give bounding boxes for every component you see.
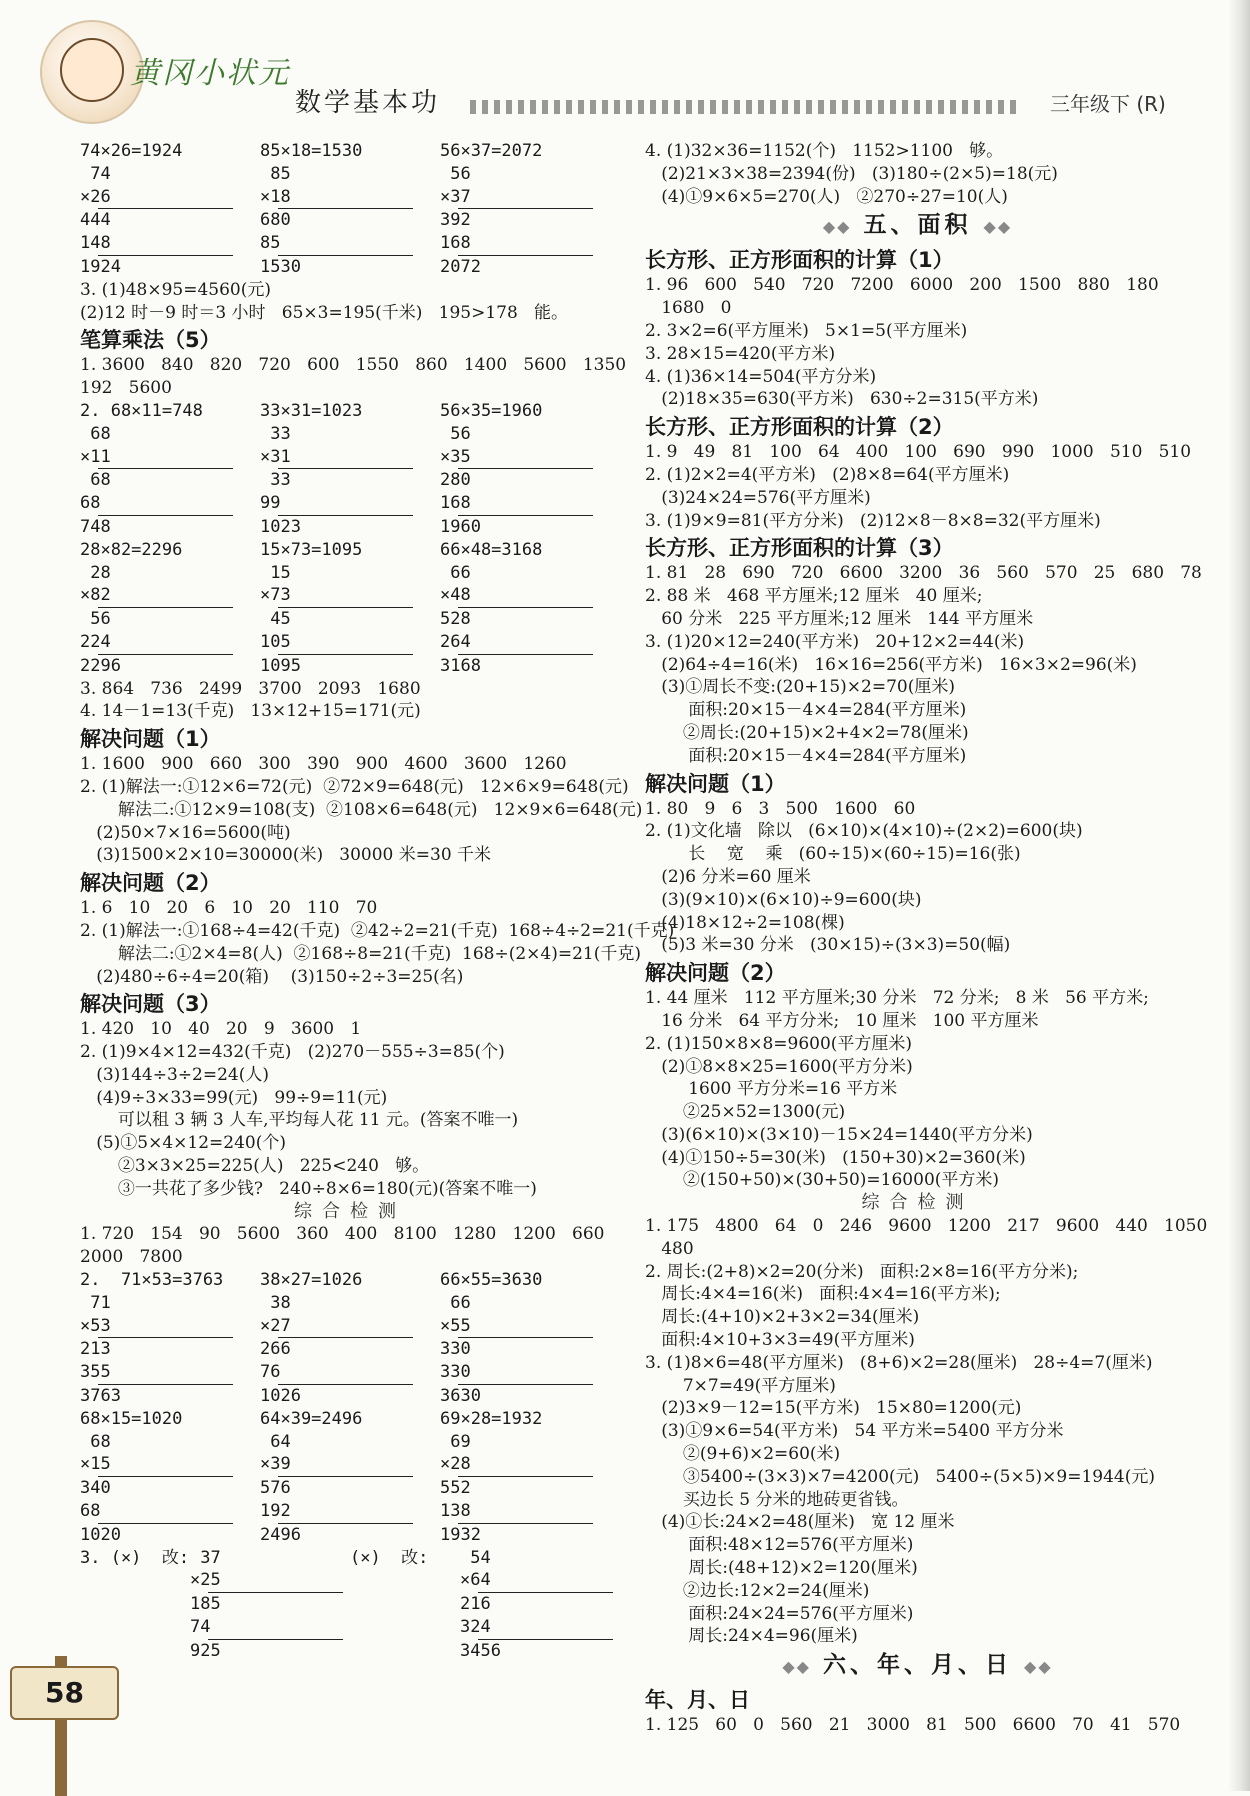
- answer-line: 4. 14－1=13(千克) 13×12+15=171(元): [80, 701, 421, 722]
- diamond-icon: ◆◆: [822, 217, 852, 237]
- row: 85: [260, 233, 291, 254]
- answer-line: (4)18×12÷2=108(棵): [645, 912, 845, 933]
- vertical-mult: [460, 1547, 620, 1663]
- row: 444: [80, 210, 111, 231]
- answer-line: 2. 3×2=6(平方厘米) 5×1=5(平方厘米): [645, 320, 968, 341]
- answer-line: 1. 96 600 540 720 7200 6000 200 1500 880 180: [645, 275, 1159, 296]
- row: 266: [260, 1339, 291, 1360]
- vertical-mult-group: [80, 562, 620, 678]
- answer-line: 周长:4×4=16(米) 面积:4×4=16(平方米);: [645, 1284, 1001, 1305]
- row: 1095: [260, 655, 301, 676]
- answer-line: (2)①8×8×25=1600(平方分米): [645, 1056, 913, 1077]
- answer-line: 2. (1)2×2=4(平方米) (2)8×8=64(平方厘米): [645, 464, 1010, 485]
- correction-label: [80, 1547, 190, 1663]
- row: 224: [80, 631, 121, 652]
- section-heading: 年、月、日: [645, 1688, 750, 1713]
- equation: 85×18=1530: [260, 141, 363, 161]
- row: 168: [440, 233, 481, 254]
- answer-line: (2)12 时－9 时＝3 小时 65×3=195(千米) 195>178 能。: [80, 302, 568, 323]
- section-heading: 笔算乘法（5）: [80, 328, 221, 353]
- row: 69: [440, 1431, 471, 1452]
- section-heading: 长方形、正方形面积的计算（3）: [645, 536, 954, 561]
- answer-line: (2)480÷6÷4=20(箱) (3)150÷2÷3=25(名): [80, 966, 464, 987]
- equation: 56×37=2072: [440, 141, 543, 161]
- answer-line: 1. 720 154 90 5600 360 400 8100 1280 1200 660: [80, 1224, 605, 1245]
- row: ×73: [260, 585, 291, 606]
- row: ×64: [460, 1570, 491, 1591]
- right-column: [645, 140, 1208, 1737]
- row: 38: [260, 1292, 291, 1313]
- vertical-mult-heads: [80, 1408, 620, 1431]
- equation: 74×26=1924: [80, 141, 183, 161]
- row: ×37: [440, 186, 471, 207]
- answer-line: 解法二:①2×4=8(人) ②168÷8=21(千克) 168÷(2×4)=21(千克): [80, 943, 641, 964]
- row: 68: [80, 470, 111, 491]
- row: 28: [80, 562, 111, 583]
- answer-line: 1. 3600 840 820 720 600 1550 860 1400 5600 1350: [80, 355, 627, 376]
- answer-line: 面积:20×15－4×4=284(平方厘米): [645, 745, 967, 766]
- row: ×31: [260, 446, 291, 467]
- row: 33: [260, 470, 291, 491]
- answer-line: ②3×3×25=225(人) 225<240 够。: [80, 1156, 430, 1177]
- row: 66: [440, 1292, 471, 1313]
- book-title: 数学基本功: [295, 88, 441, 118]
- equation: 33×31=1023: [260, 400, 363, 421]
- equation: 68×15=1020: [80, 1408, 183, 1429]
- row: ×48: [440, 585, 471, 606]
- section-heading: 解决问题（2）: [80, 871, 221, 896]
- row: 216: [460, 1594, 491, 1615]
- row: 68: [80, 1501, 111, 1522]
- vertical-mult-group: [80, 423, 620, 539]
- answer-line: 1. 81 28 690 720 6600 3200 36 560 570 25 680 78: [645, 563, 1202, 584]
- answer-line: 3. (1)8×6=48(平方厘米) (8+6)×2=28(厘米) 28÷4=7(厘米): [645, 1352, 1153, 1373]
- row: 330: [440, 1362, 481, 1383]
- answer-line: (3)(6×10)×(3×10)－15×24=1440(平方分米): [645, 1124, 1033, 1145]
- answer-line: 1680 0: [645, 298, 732, 319]
- review-heading: 综合检测: [861, 1192, 974, 1214]
- equation: 64×39=2496: [260, 1408, 363, 1429]
- row: 1932: [440, 1524, 481, 1545]
- answer-line: 3. 864 736 2499 3700 2093 1680: [80, 678, 421, 699]
- answer-line: 周长:(4+10)×2+3×2=34(厘米): [645, 1307, 920, 1328]
- answer-line: 3. 28×15=420(平方米): [645, 343, 836, 364]
- answer-line: 1. 420 10 40 20 9 3600 1: [80, 1019, 362, 1040]
- vertical-mult: [440, 1431, 620, 1547]
- row: 68: [80, 493, 111, 514]
- chapter-heading: [645, 208, 1190, 244]
- row: 2496: [260, 1524, 301, 1545]
- equation: 2. 68×11=748: [80, 400, 203, 421]
- answer-line: 面积:24×24=576(平方厘米): [645, 1603, 914, 1624]
- row: 71: [80, 1292, 111, 1313]
- row: 324: [460, 1617, 501, 1638]
- answer-line: 2. 周长:(2+8)×2=20(分米) 面积:2×8=16(平方分米);: [645, 1261, 1079, 1282]
- answer-line: 3. (1)48×95=4560(元): [80, 279, 271, 300]
- answer-line: 1. 1600 900 660 300 390 900 4600 3600 1260: [80, 754, 567, 775]
- row: 528: [440, 609, 471, 630]
- vertical-mult: [260, 163, 440, 279]
- answer-line: 2. (1)解法一:①168÷4=42(千克) ②42÷2=21(千克) 168÷4÷2=21(千克): [80, 920, 675, 941]
- row: 68: [80, 1431, 111, 1452]
- vertical-mult: [260, 1292, 440, 1408]
- vertical-mult: [80, 1292, 260, 1408]
- equation: 38×27=1026: [260, 1270, 363, 1291]
- row: 1026: [260, 1386, 301, 1407]
- row: 340: [80, 1478, 111, 1499]
- vertical-mult: [80, 163, 260, 279]
- answer-line: (4)①150÷5=30(米) (150+30)×2=360(米): [645, 1147, 1026, 1168]
- answer-line: (2)64÷4=16(米) 16×16=256(平方米) 16×3×2=96(米): [645, 654, 1137, 675]
- row: 748: [80, 516, 111, 537]
- row: 1530: [260, 256, 301, 277]
- mascot-face-icon: [60, 38, 124, 102]
- row: 1023: [260, 516, 301, 537]
- section-heading: 长方形、正方形面积的计算（2）: [645, 415, 954, 440]
- answer-line: (3)①周长不变:(20+15)×2=70(厘米): [645, 677, 955, 698]
- answer-line: 1. 44 厘米 112 平方厘米;30 分米 72 分米; 8 米 56 平方米;: [645, 988, 1149, 1009]
- equation: 28×82=2296: [80, 539, 183, 560]
- row: ×18: [260, 186, 291, 207]
- page-number-sign: [10, 1656, 120, 1726]
- equation: 56×35=1960: [440, 400, 543, 421]
- equation: 66×55=3630: [440, 1270, 543, 1291]
- answer-line: (4)①9×6×5=270(人) ②270÷27=10(人): [645, 186, 1008, 207]
- row: 85: [260, 163, 291, 184]
- answer-line: 480: [645, 1238, 694, 1259]
- row: 264: [440, 631, 481, 652]
- answer-line: 面积:20×15－4×4=284(平方厘米): [645, 700, 967, 721]
- row: 3630: [440, 1386, 481, 1407]
- row: 99: [260, 493, 291, 514]
- answer-line: ③一共花了多少钱? 240÷8×6=180(元)(答案不唯一): [80, 1178, 537, 1199]
- vertical-mult: [260, 562, 440, 678]
- row: 56: [440, 163, 471, 184]
- row: ×26: [80, 186, 111, 207]
- answer-line: 192 5600: [80, 378, 172, 399]
- row: 330: [440, 1339, 471, 1360]
- decorative-border: [470, 100, 1020, 114]
- answer-line: (5)①5×4×12=240(个): [80, 1133, 287, 1154]
- answer-line: 买边长 5 分米的地砖更省钱。: [645, 1489, 909, 1510]
- row: ×55: [440, 1315, 471, 1336]
- row: ×28: [440, 1454, 471, 1475]
- row: 64: [260, 1431, 291, 1452]
- answer-line: 1. 6 10 20 6 10 20 110 70: [80, 898, 378, 919]
- row: 148: [80, 233, 121, 254]
- equation: 69×28=1932: [440, 1408, 543, 1429]
- answer-line: ②边长:12×2=24(厘米): [645, 1580, 870, 1601]
- row: 45: [260, 609, 291, 630]
- vertical-mult: [190, 1547, 350, 1663]
- row: 76: [260, 1362, 291, 1383]
- diamond-icon: ◆◆: [983, 217, 1013, 237]
- row: 925: [190, 1640, 221, 1661]
- row: 138: [440, 1501, 481, 1522]
- answer-line: (2)6 分米=60 厘米: [645, 866, 811, 887]
- answer-line: (3)(9×10)×(6×10)÷9=600(块): [645, 889, 922, 910]
- row: 576: [260, 1478, 291, 1499]
- section-heading: 解决问题（1）: [645, 771, 786, 796]
- answer-line: 周长:24×4=96(厘米): [645, 1626, 858, 1647]
- answer-line: 2. 88 米 468 平方厘米;12 厘米 40 厘米;: [645, 586, 983, 607]
- answer-line: (3)144÷3÷2=24(人): [80, 1064, 270, 1085]
- vertical-mult: [260, 1431, 440, 1547]
- answer-line: 3. (1)20×12=240(平方米) 20+12×2=44(米): [645, 631, 1025, 652]
- row: 2296: [80, 655, 121, 676]
- row: 74: [190, 1617, 221, 1638]
- answer-line: (2)21×3×38=2394(份) (3)180÷(2×5)=18(元): [645, 163, 1058, 184]
- vertical-mult: [440, 1292, 620, 1408]
- row: ×27: [260, 1315, 291, 1336]
- vertical-mult-group: [80, 163, 620, 279]
- answer-line: 60 分米 225 平方厘米;12 厘米 144 平方厘米: [645, 608, 1034, 629]
- row: ×39: [260, 1454, 291, 1475]
- answer-line: 1600 平方分米=16 平方米: [645, 1079, 898, 1100]
- vertical-mult: [80, 423, 260, 539]
- section-heading: 解决问题（1）: [80, 727, 221, 752]
- answer-line: 2. (1)文化墙 除以 (6×10)×(4×10)÷(2×2)=600(块): [645, 821, 1083, 842]
- answer-line: (3)①9×6=54(平方米) 54 平方米=5400 平方分米: [645, 1421, 1064, 1442]
- page-header: [0, 0, 1250, 140]
- label: 3. (×) 改:: [80, 1547, 190, 1568]
- vertical-mult: [440, 163, 620, 279]
- vertical-mult-heads: [80, 140, 620, 163]
- answer-line: 1. 125 60 0 560 21 3000 81 500 6600 70 41 570: [645, 1715, 1181, 1736]
- equation: 66×48=3168: [440, 539, 543, 560]
- answer-line: ②周长:(20+15)×2+4×2=78(厘米): [645, 722, 969, 743]
- section-heading: 解决问题（3）: [80, 992, 221, 1017]
- vertical-mult: [440, 423, 620, 539]
- row: 2072: [440, 256, 481, 277]
- equation: 15×73=1095: [260, 539, 363, 560]
- row: 280: [440, 470, 471, 491]
- diamond-icon: ◆◆: [1024, 1657, 1053, 1677]
- answer-line: (4)①长:24×2=48(厘米) 宽 12 厘米: [645, 1512, 955, 1533]
- row: 1960: [440, 516, 481, 537]
- correction-row: [80, 1547, 620, 1663]
- brand-logo-text: 黄冈小状元: [130, 56, 290, 91]
- vertical-mult-heads: [80, 400, 620, 423]
- vertical-mult: [440, 562, 620, 678]
- answer-line: 周长:(48+12)×2=120(厘米): [645, 1558, 918, 1579]
- answer-line: 3. (1)9×9=81(平方分米) (2)12×8－8×8=32(平方厘米): [645, 510, 1101, 531]
- row: 3168: [440, 655, 481, 676]
- left-column: [80, 140, 675, 1663]
- row: 56: [440, 423, 471, 444]
- answer-line: 1. 175 4800 64 0 246 9600 1200 217 9600 440 1050: [645, 1216, 1208, 1237]
- row: 54: [460, 1547, 491, 1568]
- answer-line: (5)3 米=30 分米 (30×15)÷(3×3)=50(幅): [645, 935, 1011, 956]
- answer-line: 2000 7800: [80, 1247, 183, 1268]
- row: 355: [80, 1362, 121, 1383]
- vertical-mult: [80, 1431, 260, 1547]
- answer-line: 2. (1)解法一:①12×6=72(元) ②72×9=648(元) 12×6×9=648(元): [80, 776, 629, 797]
- chapter-heading: [645, 1648, 1190, 1684]
- answer-line: 可以租 3 辆 3 人车,平均每人花 11 元。(答案不唯一): [80, 1110, 519, 1131]
- vertical-mult-group: [80, 1292, 620, 1408]
- answer-line: 解法二:①12×9=108(支) ②108×6=648(元) 12×9×6=648(元): [80, 799, 643, 820]
- answer-line: 16 分米 64 平方分米; 10 厘米 100 平方厘米: [645, 1010, 1039, 1031]
- answer-line: 4. (1)32×36=1152(个) 1152>1100 够。: [645, 141, 1004, 161]
- row: 105: [260, 631, 301, 652]
- diamond-icon: ◆◆: [782, 1657, 811, 1677]
- answer-line: ③5400÷(3×3)×7=4200(元) 5400÷(5×5)×9=1944(元): [645, 1466, 1155, 1487]
- answer-line: ②(150+50)×(30+50)=16000(平方米): [645, 1170, 1000, 1191]
- correction-label: [350, 1547, 460, 1663]
- answer-line: 面积:4×10+3×3=49(平方厘米): [645, 1330, 915, 1351]
- row: 3456: [460, 1640, 501, 1661]
- vertical-mult-heads: [80, 1269, 620, 1292]
- answer-line: 2. (1)9×4×12=432(千克) (2)270－555÷3=85(个): [80, 1042, 505, 1063]
- row: 33: [260, 423, 291, 444]
- row: ×15: [80, 1454, 111, 1475]
- vertical-mult-heads: [80, 539, 620, 562]
- label: (×) 改:: [350, 1547, 429, 1568]
- row: 15: [260, 562, 291, 583]
- answer-line: (3)1500×2×10=30000(米) 30000 米=30 千米: [80, 845, 492, 866]
- row: 56: [80, 609, 111, 630]
- row: 1924: [80, 256, 121, 277]
- answer-line: 1. 9 49 81 100 64 400 100 690 990 1000 510 510: [645, 442, 1192, 463]
- row: 213: [80, 1339, 111, 1360]
- answer-line: 1. 80 9 6 3 500 1600 60: [645, 798, 916, 819]
- answer-line: (2)3×9－12=15(平方米) 15×80=1200(元): [645, 1398, 1022, 1419]
- answer-line: (4)9÷3×33=99(元) 99÷9=11(元): [80, 1087, 388, 1108]
- answer-line: (3)24×24=576(平方厘米): [645, 487, 871, 508]
- row: 185: [190, 1594, 221, 1615]
- row: 3763: [80, 1386, 121, 1407]
- row: ×53: [80, 1315, 111, 1336]
- section-heading: 长方形、正方形面积的计算（1）: [645, 248, 954, 273]
- answer-line: ②25×52=1300(元): [645, 1102, 846, 1123]
- answer-line: 7×7=49(平方厘米): [645, 1375, 836, 1396]
- row: ×35: [440, 446, 471, 467]
- vertical-mult: [80, 562, 260, 678]
- row: ×25: [190, 1570, 221, 1591]
- equation: 2. 71×53=3763: [80, 1270, 224, 1291]
- row: 552: [440, 1478, 471, 1499]
- answer-line: 2. (1)150×8×8=9600(平方厘米): [645, 1033, 913, 1054]
- row: 168: [440, 493, 481, 514]
- row: ×82: [80, 585, 111, 606]
- section-heading: 解决问题（2）: [645, 961, 786, 986]
- grade-label: 三年级下 (R): [1050, 92, 1166, 116]
- chapter-title: 五、面积: [863, 212, 972, 239]
- answer-line: (2)18×35=630(平方米) 630÷2=315(平方米): [645, 389, 1039, 410]
- answer-line: 长 宽 乘 (60÷15)×(60÷15)=16(张): [645, 844, 1021, 865]
- row: 66: [440, 562, 471, 583]
- vertical-mult-group: [80, 1431, 620, 1547]
- row: 37: [190, 1547, 221, 1568]
- row: ×11: [80, 446, 111, 467]
- review-heading: 综合检测: [294, 1200, 406, 1222]
- torn-edge: [1228, 0, 1250, 1791]
- row: 74: [80, 163, 111, 184]
- answer-line: 面积:48×12=576(平方厘米): [645, 1535, 914, 1556]
- row: 680: [260, 210, 291, 231]
- row: 1020: [80, 1524, 121, 1545]
- row: 192: [260, 1501, 301, 1522]
- answer-line: (2)50×7×16=5600(吨): [80, 822, 291, 843]
- vertical-mult: [260, 423, 440, 539]
- page-number: 58: [10, 1666, 119, 1720]
- row: 68: [80, 423, 111, 444]
- chapter-title: 六、年、月、日: [823, 1652, 1012, 1679]
- row: 392: [440, 210, 471, 231]
- answer-line: 4. (1)36×14=504(平方分米): [645, 366, 877, 387]
- answer-line: ②(9+6)×2=60(米): [645, 1444, 841, 1465]
